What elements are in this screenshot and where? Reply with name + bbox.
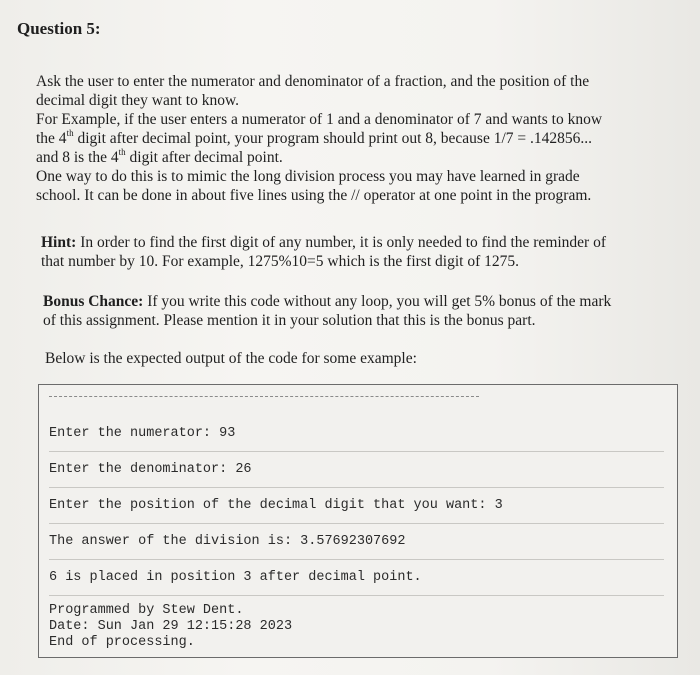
row-divider — [49, 523, 664, 524]
hint-label: Hint: — [41, 234, 77, 251]
problem-statement — [36, 72, 681, 205]
statement-line: For Example, if the user enters a numerator of 1 and a denominator of 7 and wants to know — [36, 111, 603, 128]
date-line: Date: Sun Jan 29 12:15:28 2023 — [49, 619, 293, 634]
hint-line — [41, 233, 671, 252]
ordinal-superscript: th — [66, 127, 74, 138]
program-footer — [49, 603, 664, 651]
row-divider — [49, 451, 664, 452]
position-prompt-line: Enter the position of the decimal digit that you want: 3 — [49, 498, 503, 513]
bonus-text: If you write this code without any loop, you will get 5% bonus of the mark — [143, 293, 612, 310]
statement-line: decimal digit they want to know. — [36, 92, 240, 109]
statement-line: Ask the user to enter the numerator and denominator of a fraction, and the position of the — [36, 73, 590, 90]
hint-paragraph — [41, 233, 671, 271]
programmed-by-line: Programmed by Stew Dent. — [49, 603, 244, 618]
bonus-line — [43, 292, 673, 311]
bonus-line: of this assignment. Please mention it in your solution that this is the bonus part. — [43, 312, 536, 329]
hint-line: that number by 10. For example, 1275%10=5 which is the first digit of 1275. — [41, 253, 519, 270]
expected-output-box — [38, 384, 678, 658]
row-divider — [49, 559, 664, 560]
statement-text: digit after decimal point. — [125, 149, 283, 166]
bonus-label: Bonus Chance: — [43, 293, 144, 310]
statement-line — [36, 148, 681, 167]
statement-text: digit after decimal point, your program should print out 8, because 1/7 = .142856... — [73, 130, 592, 147]
statement-line: school. It can be done in about five lines using the // operator at one point in the program. — [36, 187, 592, 204]
statement-text: and 8 is the 4 — [36, 149, 119, 166]
row-divider — [49, 487, 664, 488]
numerator-prompt-line: Enter the numerator: 93 — [49, 426, 236, 441]
statement-line: One way to do this is to mimic the long division process you may have learned in grade — [36, 168, 580, 185]
hint-text: In order to find the first digit of any number, it is only needed to find the reminder of — [76, 234, 607, 251]
statement-line — [36, 129, 681, 148]
bonus-paragraph — [43, 292, 673, 330]
end-line: End of processing. — [49, 635, 195, 650]
denominator-prompt-line: Enter the denominator: 26 — [49, 462, 252, 477]
ordinal-superscript: th — [118, 146, 126, 157]
statement-text: the 4 — [36, 130, 67, 147]
expected-output-intro: Below is the expected output of the code for some example: — [45, 350, 417, 367]
digit-result-line: 6 is placed in position 3 after decimal point. — [49, 570, 422, 585]
question-title: Question 5: — [17, 19, 101, 38]
row-divider — [49, 595, 664, 596]
division-result-line: The answer of the division is: 3.57692307692 — [49, 534, 406, 549]
dashed-divider — [49, 396, 479, 397]
